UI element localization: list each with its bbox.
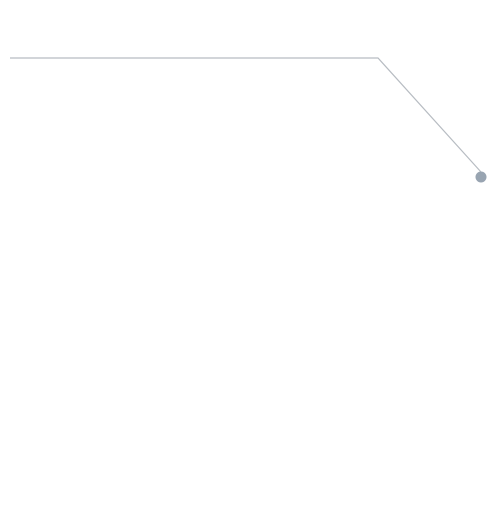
leader-endpoint-marker[interactable] [476, 172, 487, 183]
leader-line [10, 58, 481, 172]
